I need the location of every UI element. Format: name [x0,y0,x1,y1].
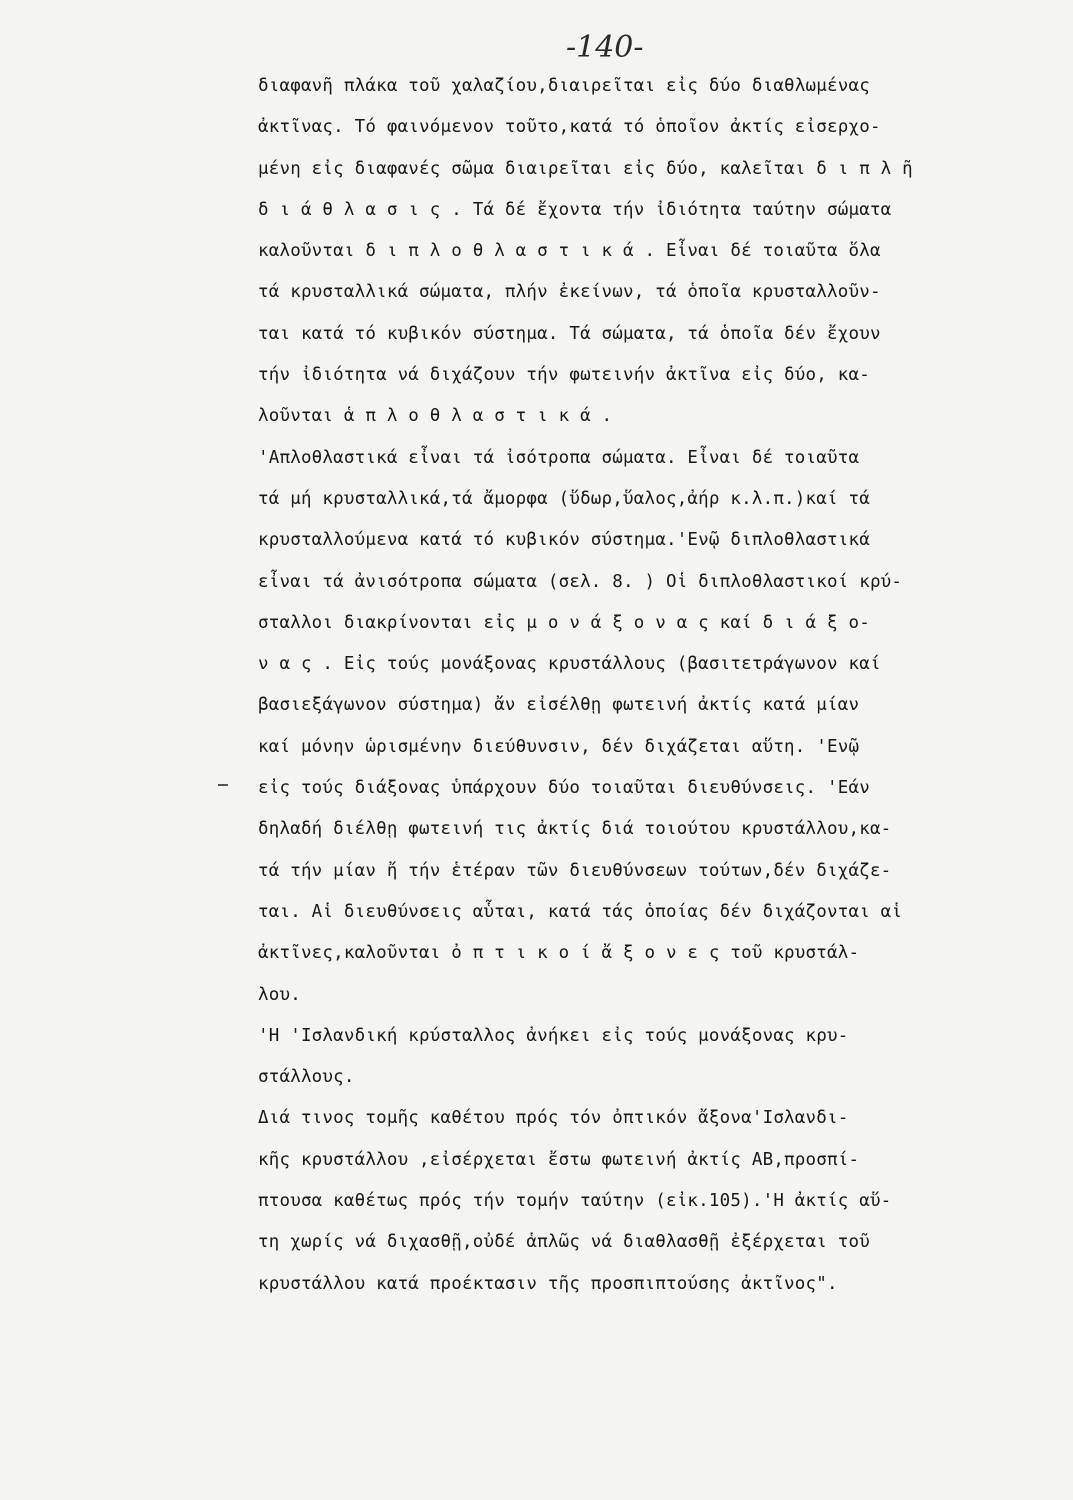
text-line: εἶναι τά ἀνισότροπα σώματα (σελ. 8. ) Οἱ διπλοθλαστικοί κρύ- [258,571,903,592]
text-line: καί μόνην ὡρισμένην διεύθυνσιν, δέν διχάζεται αὕτη. 'Ενῷ [258,736,860,757]
text-line: Διά τινος τομῆς καθέτου πρός τόν ὀπτικόν ἄξονα'Ισλανδι- [258,1108,849,1129]
text-line: εἰς τούς διάξονας ὑπάρχουν δύο τοιαῦται διευθύνσεις. 'Εάν [258,778,870,799]
text-line: σταλλοι διακρίνονται εἰς μ ο ν ά ξ ο ν α ς καί δ ι ά ξ ο- [258,612,870,633]
text-line: ἀκτῖνες,καλοῦνται ὀ π τ ι κ ο ί ἄ ξ ο ν ε ς τοῦ κρυστάλ- [258,943,860,964]
text-line: μένη εἰς διαφανές σῶμα διαιρεῖται εἰς δύο, καλεῖται δ ι π λ ῆ [258,158,913,179]
text-line: ται κατά τό κυβικόν σύστημα. Τά σώματα, τά ὁποῖα δέν ἔχουν [258,323,881,344]
text-line: λου. [258,984,301,1005]
text-line: ν α ς . Εἰς τούς μονάξονας κρυστάλλους (βασιτετράγωνον καί [258,654,881,675]
text-line: τά μή κρυσταλλικά,τά ἄμορφα (ὕδωρ,ὕαλος,ἀήρ κ.λ.π.)καί τά [258,488,870,509]
text-line: κρυστάλλου κατά προέκτασιν τῆς προσπιπτούσης ἀκτῖνος". [258,1273,838,1294]
text-line: δηλαδή διέλθῃ φωτεινή τις ἀκτίς διά τοιούτου κρυστάλλου,κα- [258,819,892,840]
text-line: τά κρυσταλλικά σώματα, πλήν ἐκείνων, τά ὁποῖα κρυσταλλοῦν- [258,282,881,303]
text-line: τήν ἰδιότητα νά διχάζουν τήν φωτεινήν ἀκτῖνα εἰς δύο, κα- [258,365,870,386]
margin-mark [218,784,228,786]
text-line: πτουσα καθέτως πρός τήν τομήν ταύτην (εἰκ.105).'Η ἀκτίς αὕ- [258,1191,892,1212]
text-line: καλοῦνται δ ι π λ ο θ λ α σ τ ι κ ά . Εἶναι δέ τοιαῦτα ὅλα [258,241,881,262]
text-line: 'Η 'Ισλανδική κρύσταλλος ἀνήκει εἰς τούς μονάξονας κρυ- [258,1025,849,1046]
text-line: 'Απλοθλαστικά εἶναι τά ἰσότροπα σώματα. Εἶναι δέ τοιαῦτα [258,447,860,468]
text-line: ται. Αἱ διευθύνσεις αὗται, κατά τάς ὁποίας δέν διχάζονται αἱ [258,901,903,922]
text-line: διαφανῆ πλάκα τοῦ χαλαζίου,διαιρεῖται εἰς δύο διαθλωμένας [258,76,870,96]
text-line: δ ι ά θ λ α σ ι ς . Τά δέ ἔχοντα τήν ἰδιότητα ταύτην σώματα [258,199,892,220]
text-line: στάλλους. [258,1067,355,1088]
body-text [258,76,1058,1315]
page-number: -140- [566,30,644,65]
text-line: κρυσταλλούμενα κατά τό κυβικόν σύστημα.'Ενῷ διπλοθλαστικά [258,530,870,551]
text-line: τά τήν μίαν ἤ τήν ἑτέραν τῶν διευθύνσεων τούτων,δέν διχάζε- [258,860,892,881]
text-line: τη χωρίς νά διχασθῇ,οὐδέ ἁπλῶς νά διαθλασθῇ ἐξέρχεται τοῦ [258,1232,870,1253]
text-line: ἀκτῖνας. Τό φαινόμενον τοῦτο,κατά τό ὁποῖον ἀκτίς εἰσερχο- [258,117,881,138]
text-line: λοῦνται ἁ π λ ο θ λ α σ τ ι κ ά . [258,406,613,427]
text-line: βασιεξάγωνον σύστημα) ἄν εἰσέλθῃ φωτεινή ἀκτίς κατά μίαν [258,695,860,716]
text-line: κῆς κρυστάλλου ,εἰσέρχεται ἔστω φωτεινή ἀκτίς ΑΒ,προσπί- [258,1149,860,1170]
